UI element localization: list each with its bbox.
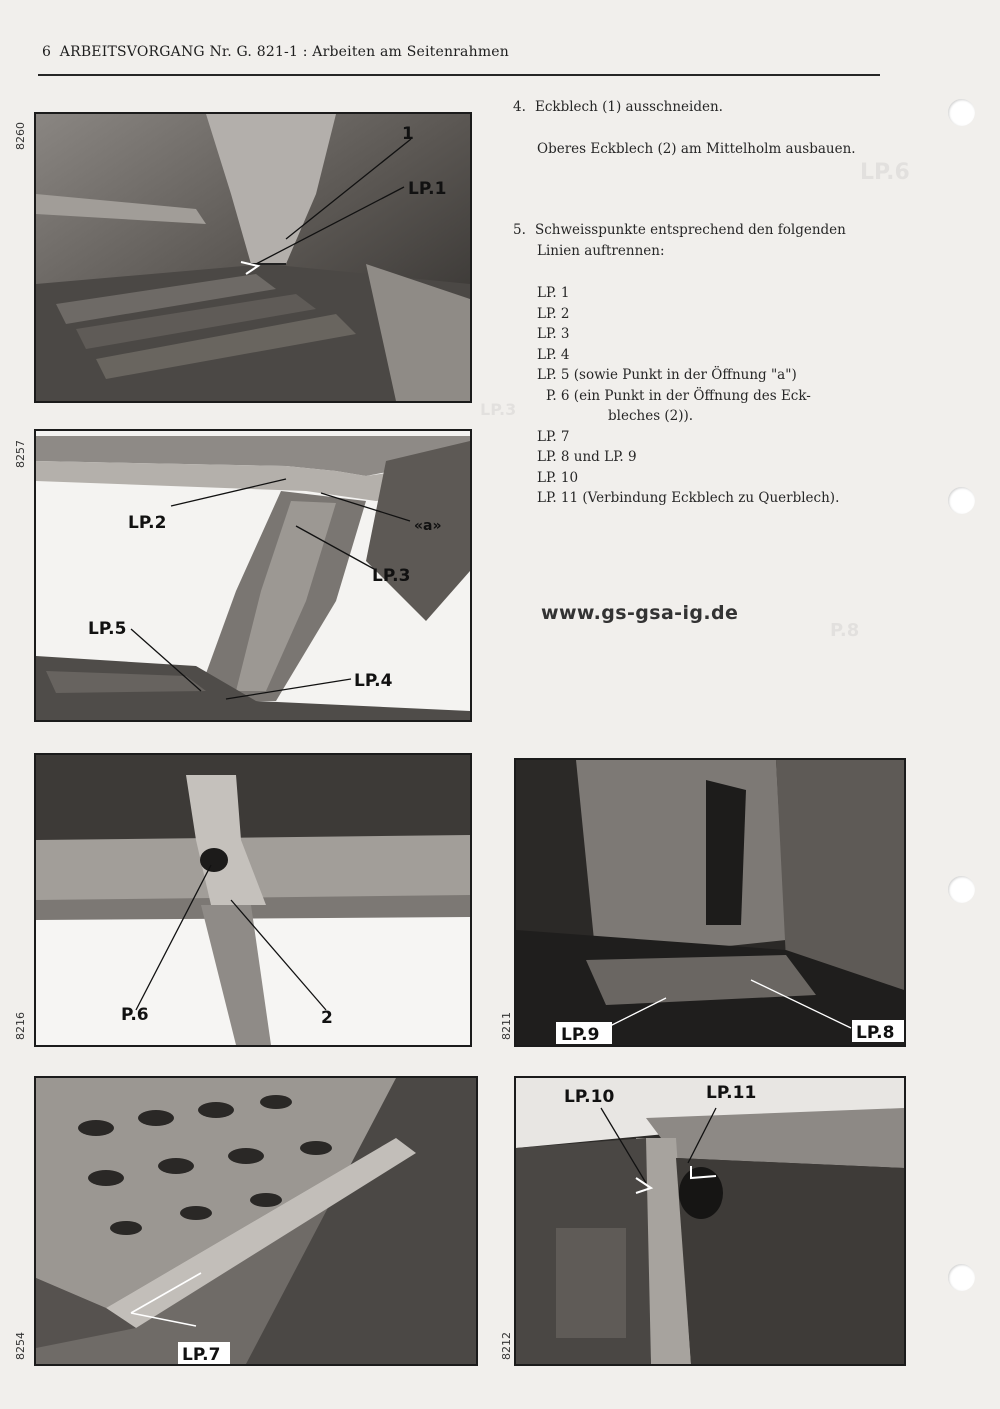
binder-hole xyxy=(948,487,975,514)
label-1: 1 xyxy=(402,124,414,144)
header-rule xyxy=(38,74,880,76)
list-item: LP. 2 xyxy=(537,305,570,322)
plate-number: 8260 xyxy=(14,122,27,150)
binder-hole xyxy=(948,99,975,126)
list-item: LP. 1 xyxy=(537,285,570,301)
label-lp5: LP.5 xyxy=(88,619,127,639)
photo-floor-panel xyxy=(34,1076,478,1366)
step-5-line2: Linien auftrennen: xyxy=(537,243,665,259)
binder-hole xyxy=(948,1264,975,1291)
photo-middle-pillar xyxy=(34,429,472,722)
website-link[interactable]: www.gs-gsa-ig.de xyxy=(541,602,739,624)
photo-corner-plate xyxy=(34,112,472,403)
plate-number: 8254 xyxy=(14,1332,27,1360)
plate-number: 8257 xyxy=(14,440,27,468)
list-item: bleches (2)). xyxy=(608,408,694,424)
label-lp10: LP.10 xyxy=(564,1087,615,1107)
list-item: LP. 7 xyxy=(537,428,570,445)
label-a: «a» xyxy=(414,518,442,534)
plate-number: 8212 xyxy=(500,1332,513,1360)
photo-lower-pillar xyxy=(514,758,906,1047)
step-number: 4. xyxy=(513,99,526,115)
label-p6: P.6 xyxy=(121,1005,149,1025)
page-header xyxy=(42,44,513,60)
label-lp9: LP.9 xyxy=(561,1025,600,1045)
label-lp4: LP.4 xyxy=(354,671,393,691)
list-item: LP. 8 und LP. 9 xyxy=(537,449,637,465)
label-lp3: LP.3 xyxy=(372,566,411,586)
step-4-sub: Oberes Eckblech (2) am Mittelholm ausbauen. xyxy=(537,141,856,157)
list-item: LP. 5 (sowie Punkt in der Öffnung "a") xyxy=(537,367,797,383)
list-item: LP. 4 xyxy=(537,346,570,363)
label-lp7: LP.7 xyxy=(182,1345,221,1364)
step-5 xyxy=(513,220,846,241)
label-lp1: LP.1 xyxy=(408,179,447,199)
list-item: LP. 10 xyxy=(537,469,579,486)
label-lp11: LP.11 xyxy=(706,1083,757,1103)
list-item: LP. 3 xyxy=(537,326,570,342)
step-text: Eckblech (1) ausschneiden. xyxy=(535,99,723,115)
page-number: 6 xyxy=(42,44,52,60)
label-2: 2 xyxy=(321,1008,333,1028)
photo-cross-member xyxy=(514,1076,906,1366)
manual-page: 6 ARBEITSVORGANG Nr. G. 821-1 : Arbeiten am Seitenrahmen LP.6 LP.3 P.8 8260 1 LP.1 8257 LP.2 «a» LP.3 LP.5 LP.4 8216 P.6 2 8211 LP.9 LP.8 8254 LP.7 8212 LP.10 LP.11 4. Eckblech (1) ausschneiden. Oberes Eckblech (2) am Mittelholm ausbauen. 5. Schweisspunkte entsprechend den folgenden Linien auftrennen: LP. 1 LP. 2 LP. 3 LP. 4 LP. 5 (sowie Punkt in der Öffnung "a") P. 6 (ein Punkt in der Öffnung des Eck- bleches (2)). LP. 7 LP. 8 und LP. 9 LP. 10 LP. 11 (Verbindung Eckblech zu Querblech). www.gs-gsa-ig.de xyxy=(0,0,1000,1409)
binder-hole xyxy=(948,876,975,903)
list-item: LP. 11 (Verbindung Eckblech zu Querblech). xyxy=(537,490,840,506)
photo-upper-corner-plate xyxy=(34,753,472,1047)
page-title: ARBEITSVORGANG Nr. G. 821-1 : Arbeiten am Seitenrahmen xyxy=(59,44,510,60)
plate-number: 8211 xyxy=(500,1012,513,1040)
step-number: 5. xyxy=(513,222,526,238)
label-lp8: LP.8 xyxy=(856,1023,895,1043)
lp-list xyxy=(537,283,839,509)
list-item: P. 6 (ein Punkt in der Öffnung des Eck- xyxy=(546,387,811,404)
step-text: Schweisspunkte entsprechend den folgenden xyxy=(535,222,846,238)
label-lp2: LP.2 xyxy=(128,513,167,533)
step-4 xyxy=(513,97,723,118)
plate-number: 8216 xyxy=(14,1012,27,1040)
